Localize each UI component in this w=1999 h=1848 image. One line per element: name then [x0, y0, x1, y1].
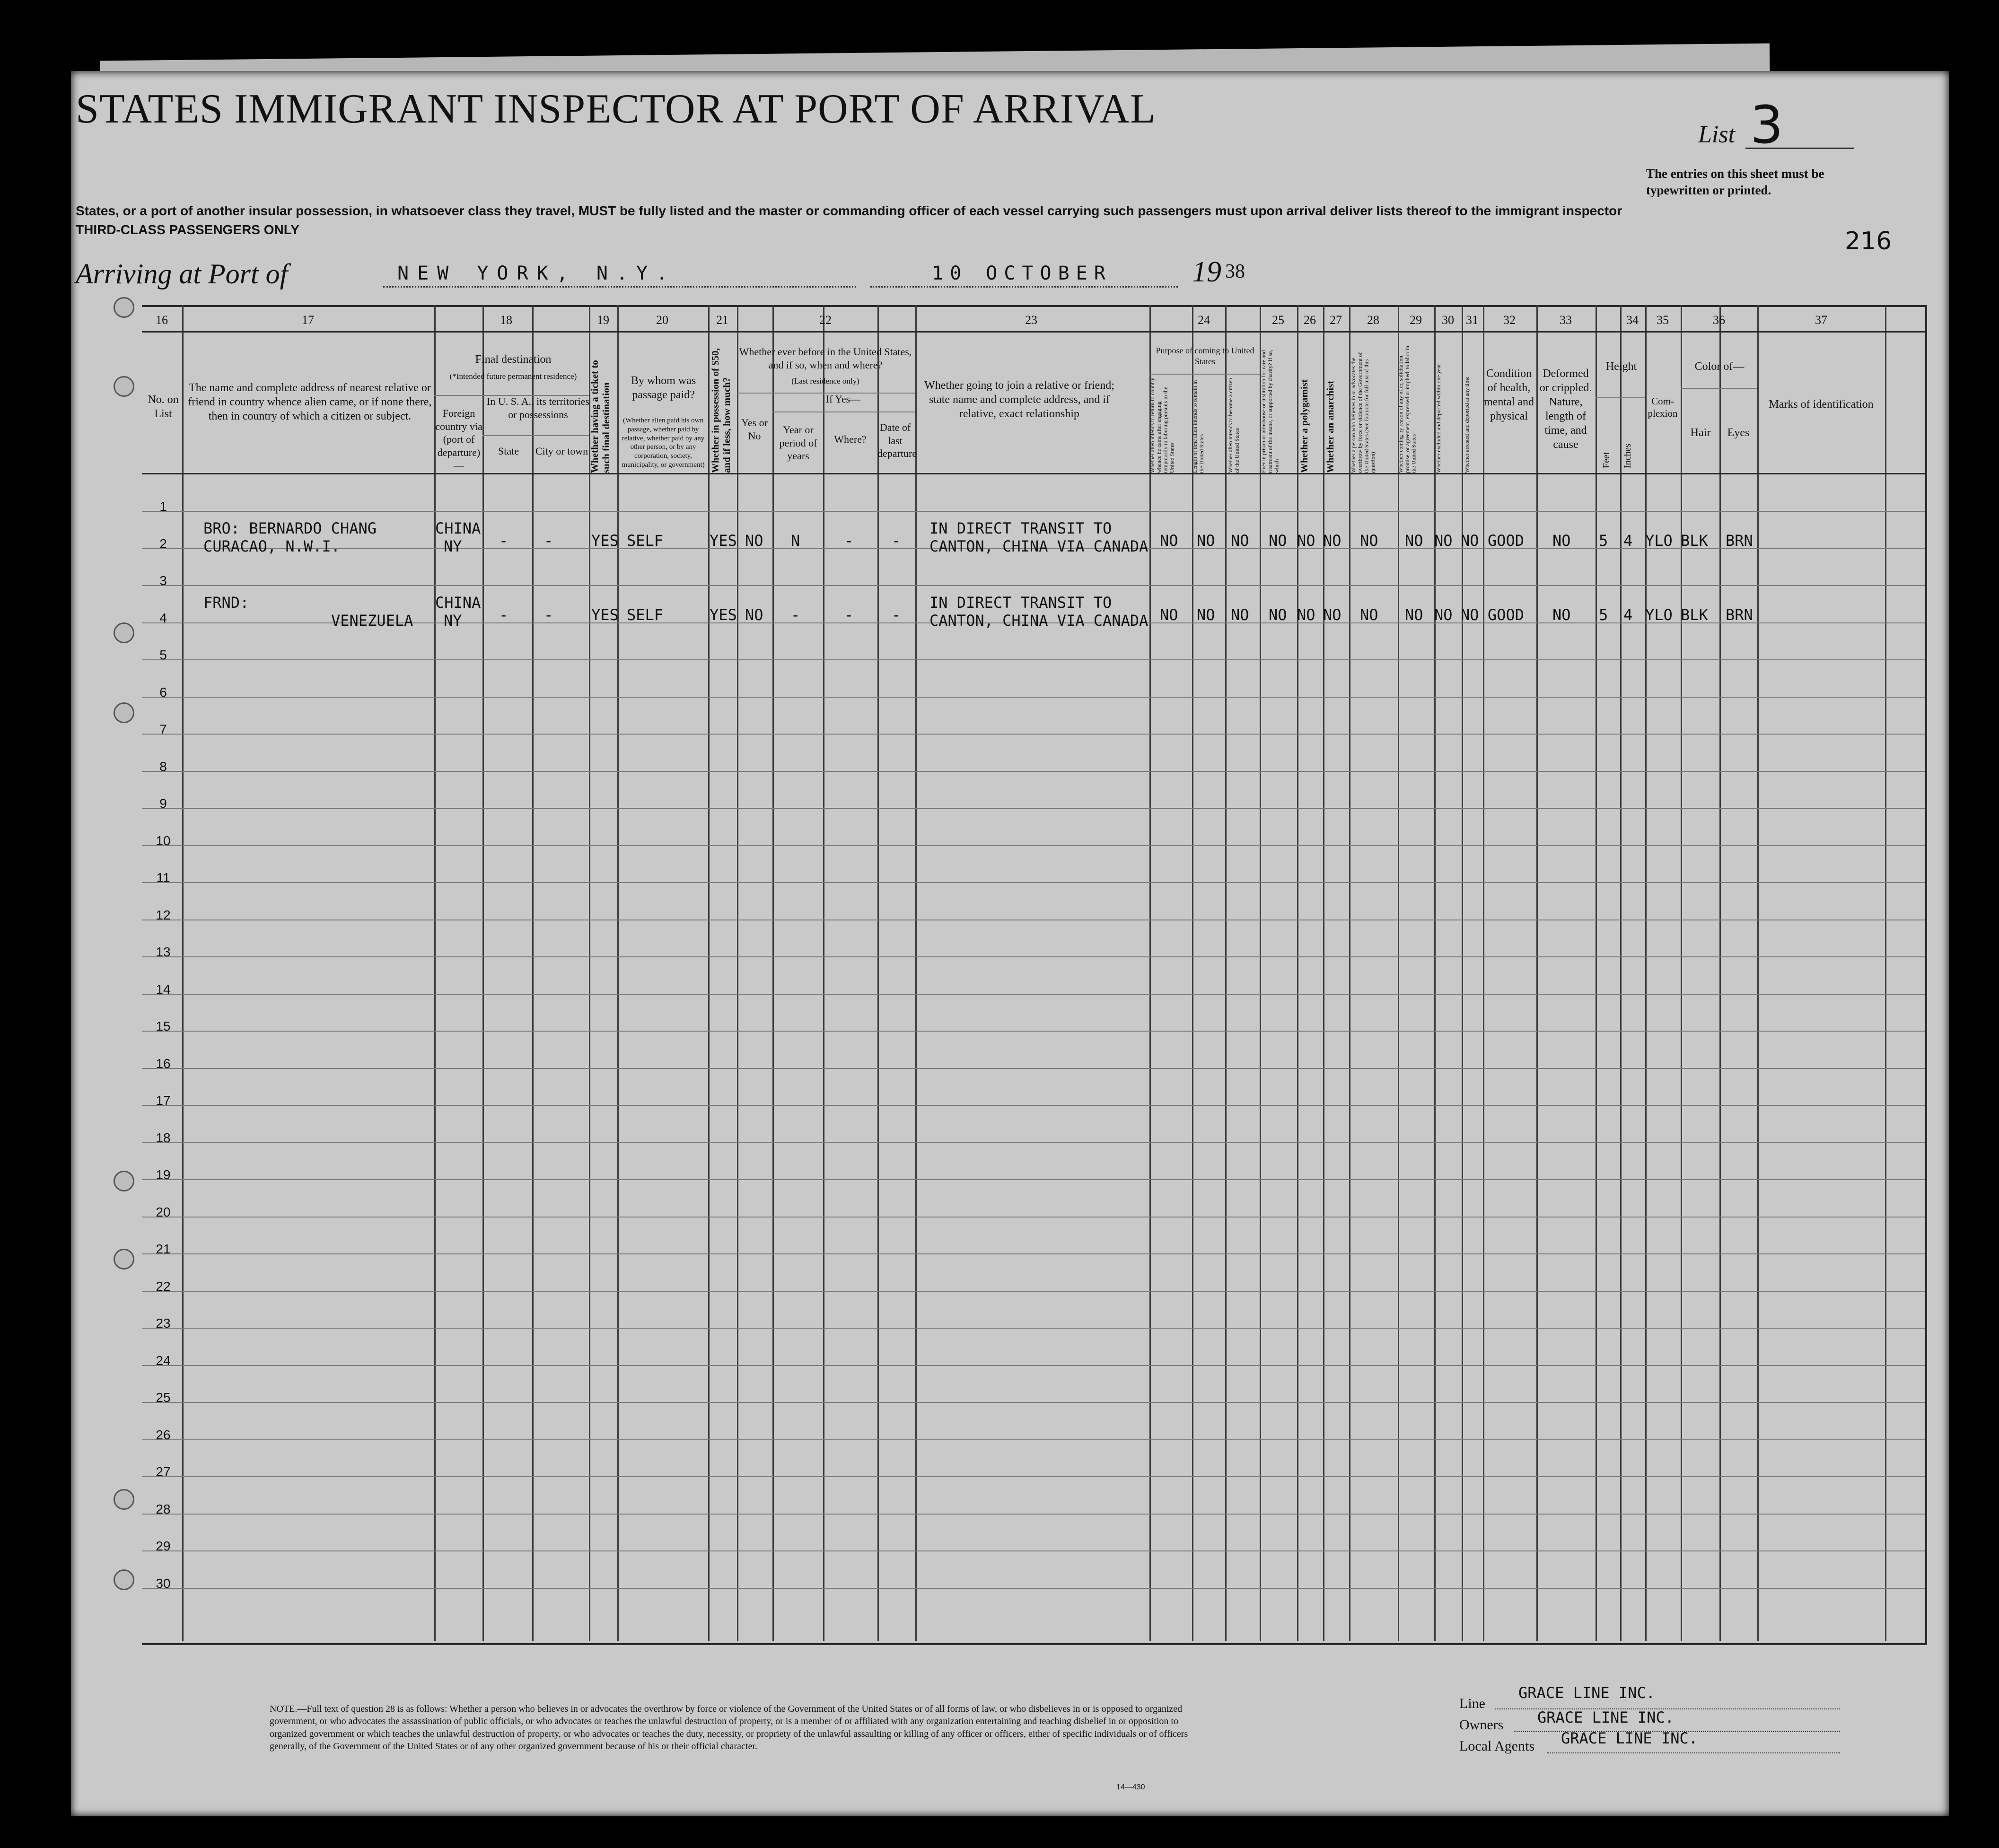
- header-foreign-country: Foreign country via (port of departure)—: [435, 407, 482, 471]
- header-excluded: Whether excluded and deported within one year: [1435, 364, 1442, 473]
- header-purpose-citizen: Whether alien intends to become a citizen of the United States: [1227, 377, 1240, 473]
- column-number: 23: [1025, 313, 1037, 327]
- row-number: 2: [159, 536, 167, 551]
- cell-where: -: [844, 531, 854, 550]
- column-number: 32: [1503, 313, 1516, 327]
- row-rule: [142, 1291, 1925, 1292]
- cell-eyes: BRN: [1726, 605, 1753, 624]
- page-title: STATES IMMIGRANT INSPECTOR AT PORT OF ARRIVAL: [76, 86, 1156, 132]
- column-number: 28: [1367, 313, 1379, 327]
- column-divider: [1757, 305, 1759, 1641]
- row-number: 9: [159, 796, 167, 811]
- header-deformed: Deformed or crippled. Nature, length of time, and cause: [1539, 368, 1592, 451]
- row-number: 19: [156, 1167, 171, 1182]
- column-divider: [532, 305, 534, 1641]
- column-divider: [617, 305, 619, 1641]
- arriving-label: Arriving at Port of: [76, 258, 288, 289]
- cell-hair: BLK: [1681, 531, 1708, 550]
- header-health: Condition of health, mental and physical: [1484, 368, 1534, 422]
- cell-c31: NO: [1461, 531, 1479, 550]
- row-number: 8: [159, 759, 167, 774]
- row-number: 16: [156, 1056, 171, 1071]
- column-divider: [1681, 305, 1682, 1641]
- column-divider: [737, 305, 738, 1641]
- line-value: GRACE LINE INC.: [1518, 1684, 1655, 1702]
- column-divider: [1323, 305, 1324, 1641]
- column-number: 17: [302, 313, 314, 327]
- column-number: 25: [1272, 313, 1284, 327]
- binder-hole: [114, 297, 134, 318]
- cell-c26: NO: [1297, 531, 1315, 550]
- row-number: 12: [156, 907, 171, 922]
- column-divider: [1398, 305, 1399, 1641]
- cell-c27: NO: [1323, 605, 1341, 624]
- column-number: 29: [1410, 313, 1422, 327]
- cell-rel-line2: CURACAO, N.W.I.: [203, 537, 340, 555]
- binder-hole: [114, 702, 134, 723]
- header-color: Color of—: [1694, 360, 1745, 373]
- cell-inches: 4: [1623, 605, 1633, 624]
- header-feet: Feet: [1601, 452, 1612, 468]
- cell-c28: NO: [1360, 605, 1378, 624]
- class-note: THIRD-CLASS PASSENGERS ONLY: [76, 222, 299, 237]
- cell-c31: NO: [1461, 605, 1479, 624]
- cell-city: -: [544, 531, 553, 550]
- binder-hole: [114, 376, 134, 397]
- list-number: 3: [1750, 95, 1783, 155]
- row-number: 15: [156, 1019, 171, 1033]
- cell-fifty: YES: [710, 605, 737, 624]
- column-number: 36: [1713, 313, 1725, 327]
- column-divider: [1536, 305, 1538, 1641]
- port-value: NEW YORK, N.Y.: [397, 263, 676, 284]
- header-arrested: Whether arrested and deported at any time: [1464, 377, 1470, 473]
- year-suffix: 38: [1225, 261, 1245, 282]
- header-rule: [142, 331, 1925, 333]
- cell-foreign1: CHINA: [435, 593, 481, 612]
- header-subrule: [482, 435, 589, 436]
- header-inches: Inches: [1622, 443, 1633, 468]
- column-number: 37: [1815, 313, 1827, 327]
- cell-c30: NO: [1434, 531, 1453, 550]
- cell-complexion: YLO: [1645, 531, 1673, 550]
- header-if-yes: If Yes—: [825, 393, 861, 405]
- header-eyes: Eyes: [1727, 427, 1750, 439]
- cell-foreign2: NY: [444, 611, 462, 630]
- row-rule: [142, 734, 1925, 735]
- header-usa: In U. S. A., its territories or possessions: [487, 395, 589, 420]
- header-date-departure: Date of last departure: [877, 421, 917, 459]
- column-divider: [708, 305, 710, 1641]
- cell-rel-line1: BRO: BERNARDO CHANG: [203, 519, 377, 537]
- cell-rel-line1: FRND:: [203, 593, 249, 612]
- row-number: 7: [159, 722, 167, 736]
- column-divider: [1483, 305, 1484, 1641]
- column-divider: [1349, 305, 1350, 1641]
- row-rule: [142, 808, 1925, 809]
- row-number: 17: [156, 1093, 171, 1108]
- header-join-relative: Whether going to join a relative or friend; state name and complete address, and if relative, exact relationship: [924, 379, 1114, 420]
- cell-years: -: [791, 605, 800, 624]
- column-divider: [1645, 305, 1647, 1641]
- row-number: 10: [156, 833, 171, 848]
- row-number: 21: [156, 1242, 171, 1256]
- header-before-in-us: Whether ever before in the United States, and if so, when and where?: [739, 346, 912, 371]
- cell-feet: 5: [1599, 531, 1608, 550]
- header-purpose-return: Whether alien intends to return to country whence he came after engaging temporarily in laboring pursuits in the United States: [1149, 377, 1175, 473]
- row-rule: [142, 1365, 1925, 1366]
- column-number: 30: [1442, 313, 1454, 327]
- header-marks: Marks of identification: [1769, 398, 1874, 411]
- header-overthrow: Whether a person who believes in or advocates the overthrow by force or violence of the Government of the United States (See footnote for full text of this question): [1350, 352, 1377, 473]
- cell-c30: NO: [1434, 605, 1453, 624]
- header-final-destination-sub: (*Intended future permanent residence): [449, 372, 577, 381]
- cell-ticket: YES: [591, 531, 619, 550]
- cell-health: GOOD: [1488, 605, 1525, 624]
- header-height: Height: [1605, 360, 1637, 373]
- column-divider: [1620, 305, 1622, 1641]
- row-rule: [142, 697, 1925, 698]
- row-number: 24: [156, 1353, 171, 1368]
- date-value: 10 OCTOBER: [932, 263, 1112, 284]
- header-purpose-length: Length of time alien intends to remain in the United States: [1192, 380, 1205, 473]
- column-number: 22: [819, 313, 832, 327]
- cell-deformed: NO: [1552, 605, 1571, 624]
- header-final-destination: Final destination: [475, 353, 552, 366]
- header-subrule: [1596, 397, 1645, 398]
- row-number: 4: [159, 610, 167, 625]
- row-number: 22: [156, 1279, 171, 1294]
- date-underline: [870, 286, 1178, 288]
- cell-c29: NO: [1405, 605, 1423, 624]
- row-rule: [142, 1179, 1925, 1180]
- row-number: 13: [156, 945, 171, 959]
- row-number: 5: [159, 648, 167, 662]
- agents-label: Local Agents: [1459, 1738, 1535, 1754]
- cell-paid: SELF: [627, 531, 664, 550]
- column-divider: [772, 305, 774, 1641]
- column-divider: [1149, 305, 1151, 1641]
- header-passage-paid-sub: (Whether alien paid his own passage, whether paid by relative, whether paid by any other person, or by any corporation, society, municipality, or government): [622, 417, 705, 469]
- header-rule: [142, 473, 1925, 474]
- question-28-note: NOTE.—Full text of question 28 is as follows: Whether a person who believes in or advocates the overthrow by force or violence of the Government of the United States or of all forms of law, or who disbelieves in or is opposed to organized government, or who advocates the assassination of public officials, or who advocates or teaches the unlawful destruction of property, or is a member of or affiliated with any organization entertaining and teaching disbelief in or opposition to organized government or which teaches the unlawful destruction of property, or who advocates or teaches the duty, necessity, or propriety of the unlawful assaulting or killing of any officer or officers, either of specific individuals or of officers generally, of the Government of the United States or of any other organized government because of his or their official character.: [270, 1704, 1188, 1752]
- cell-foreign2: NY: [444, 537, 462, 555]
- cell-health: GOOD: [1488, 531, 1525, 550]
- row-rule: [142, 1328, 1925, 1329]
- binder-hole: [114, 622, 134, 643]
- cell-c25: NO: [1269, 605, 1287, 624]
- agents-underline: [1547, 1752, 1840, 1753]
- row-rule: [142, 1142, 1925, 1143]
- column-number: 35: [1657, 313, 1669, 327]
- cell-c27: NO: [1323, 531, 1341, 550]
- row-rule: [142, 882, 1925, 883]
- header-where: Where?: [834, 433, 867, 445]
- row-number: 23: [156, 1316, 171, 1331]
- column-number: 20: [656, 313, 668, 327]
- row-rule: [142, 511, 1925, 512]
- header-fifty-dollars: Whether in possession of $50, and if less, how much?: [710, 348, 733, 473]
- cell-c28: NO: [1360, 531, 1378, 550]
- cell-paid: SELF: [627, 605, 664, 624]
- column-number: 21: [716, 313, 728, 327]
- row-number: 29: [156, 1539, 171, 1553]
- column-divider: [1297, 305, 1298, 1641]
- column-divider: [1192, 305, 1193, 1641]
- column-number: 16: [156, 313, 168, 327]
- cell-join2: CANTON, CHINA VIA CANADA: [929, 611, 1149, 630]
- list-underline: [1745, 148, 1854, 149]
- row-number: 1: [159, 499, 167, 514]
- row-rule: [142, 1439, 1925, 1440]
- cell-feet: 5: [1599, 605, 1608, 624]
- row-rule: [142, 1105, 1925, 1106]
- column-number: 19: [597, 313, 609, 327]
- row-rule: [142, 659, 1925, 660]
- cell-date: -: [892, 605, 901, 624]
- list-label: List: [1698, 121, 1736, 148]
- column-number: 18: [500, 313, 512, 327]
- header-yes-no: Yes or No: [741, 417, 768, 442]
- header-ticket: Whether having a ticket to such final destination: [589, 360, 612, 473]
- column-divider: [823, 305, 824, 1641]
- header-subrule: [1681, 388, 1757, 389]
- header-polygamist: Whether a polygamist: [1298, 379, 1310, 473]
- cell-hair: BLK: [1681, 605, 1708, 624]
- header-prison: Ever in prison or almshouse or institution for care and treatment of the insane, or supported by charity? If so, which: [1260, 350, 1280, 473]
- row-rule: [142, 1550, 1925, 1551]
- header-relative: The name and complete address of nearest relative or friend in country whence alien came, or if none there, then in country of which a citizen or subject.: [188, 382, 432, 422]
- entries-note: The entries on this sheet must be typewritten or printed.: [1646, 166, 1824, 198]
- header-complexion: Com- plexion: [1648, 395, 1678, 420]
- header-no-on-list: No. on List: [148, 394, 179, 420]
- column-number: 33: [1560, 313, 1572, 327]
- manifest-grid: [142, 305, 1927, 1645]
- cell-ticket: YES: [591, 605, 619, 624]
- row-rule: [142, 1514, 1925, 1515]
- row-rule: [142, 1476, 1925, 1477]
- cell-c29: NO: [1405, 531, 1423, 550]
- cell-c26: NO: [1297, 605, 1315, 624]
- cell-join1: IN DIRECT TRANSIT TO: [929, 519, 1112, 537]
- cell-p24a: NO: [1160, 605, 1178, 624]
- cell-state: -: [499, 605, 509, 624]
- header-hair: Hair: [1690, 427, 1711, 439]
- binder-hole: [114, 1249, 134, 1270]
- row-rule: [142, 1402, 1925, 1403]
- column-divider: [915, 305, 917, 1641]
- row-number: 25: [156, 1390, 171, 1405]
- cell-fifty: YES: [710, 531, 737, 550]
- column-number: 24: [1198, 313, 1210, 327]
- header-labor-offer: Whether coming by reason of any offer, solicitation, promise, or agreement, expressed or implied, to labor in the United States: [1397, 346, 1417, 473]
- column-divider: [1225, 305, 1227, 1641]
- column-divider: [1462, 305, 1463, 1641]
- owners-label: Owners: [1459, 1717, 1504, 1733]
- row-rule: [142, 771, 1925, 772]
- row-rule: [142, 1253, 1925, 1254]
- agents-value: GRACE LINE INC.: [1561, 1729, 1698, 1747]
- column-divider: [482, 305, 484, 1641]
- instructions-text: States, or a port of another insular possession, in whatsoever class they travel, MUST be fully listed and the master or commanding officer of each vessel carrying such passengers must upon arrival deliver lists thereof to the immigrant inspector: [76, 203, 1622, 218]
- column-number: 26: [1304, 313, 1316, 327]
- cell-eyes: BRN: [1726, 531, 1753, 550]
- cell-c25: NO: [1269, 531, 1287, 550]
- row-rule: [142, 1031, 1925, 1032]
- cell-before: NO: [745, 531, 763, 550]
- binder-hole: [114, 1489, 134, 1510]
- row-number: 3: [159, 573, 167, 588]
- column-divider: [434, 305, 436, 1641]
- row-number: 6: [159, 684, 167, 700]
- row-rule: [142, 994, 1925, 995]
- row-rule: [142, 585, 1925, 586]
- cell-inches: 4: [1623, 531, 1633, 550]
- header-city: City or town: [535, 445, 588, 457]
- cell-p24c: NO: [1231, 531, 1249, 550]
- row-number: 28: [156, 1501, 171, 1516]
- row-number: 18: [156, 1130, 171, 1145]
- header-passage-paid: By whom was passage paid?: [631, 375, 696, 401]
- column-divider: [182, 305, 184, 1641]
- column-number: 34: [1626, 313, 1639, 327]
- page-number: 216: [1845, 227, 1892, 255]
- cell-date: -: [892, 531, 901, 550]
- row-rule: [142, 956, 1925, 957]
- cell-where: -: [844, 605, 854, 624]
- binder-hole: [114, 1569, 134, 1590]
- form-code: 14—430: [1116, 1783, 1145, 1791]
- column-divider: [1260, 305, 1261, 1641]
- cell-city: -: [544, 605, 553, 624]
- column-divider: [877, 305, 879, 1641]
- year-prefix: 19: [1192, 256, 1221, 288]
- header-years: Year or period of years: [779, 424, 817, 462]
- cell-rel-line2: VENEZUELA: [331, 611, 413, 630]
- port-underline: [383, 286, 856, 288]
- row-number: 30: [156, 1576, 171, 1591]
- cell-before: NO: [745, 605, 763, 624]
- cell-deformed: NO: [1552, 531, 1571, 550]
- cell-join2: CANTON, CHINA VIA CANADA: [929, 537, 1149, 555]
- header-purpose: Purpose of coming to United States: [1156, 346, 1254, 366]
- row-number: 20: [156, 1204, 171, 1219]
- column-divider: [1434, 305, 1436, 1641]
- header-anarchist: Whether an anarchist: [1324, 380, 1336, 473]
- cell-join1: IN DIRECT TRANSIT TO: [929, 593, 1112, 612]
- cell-foreign1: CHINA: [435, 519, 481, 537]
- row-rule: [142, 1068, 1925, 1069]
- row-number: 14: [156, 981, 171, 997]
- header-state: State: [498, 445, 519, 457]
- line-label: Line: [1459, 1696, 1485, 1711]
- row-rule: [142, 845, 1925, 846]
- row-number: 27: [156, 1464, 171, 1479]
- column-divider: [1885, 305, 1886, 1641]
- column-divider: [1596, 305, 1597, 1641]
- cell-p24b: NO: [1197, 531, 1215, 550]
- cell-p24c: NO: [1231, 605, 1249, 624]
- row-rule: [142, 1588, 1925, 1589]
- column-divider: [589, 305, 590, 1641]
- header-before-sub: (Last residence only): [791, 377, 859, 385]
- cell-p24a: NO: [1160, 531, 1178, 550]
- cell-years: N: [791, 531, 800, 550]
- row-number: 26: [156, 1427, 171, 1442]
- cell-state: -: [499, 531, 509, 550]
- cell-p24b: NO: [1197, 605, 1215, 624]
- cell-complexion: YLO: [1645, 605, 1673, 624]
- column-number: 31: [1466, 313, 1478, 327]
- row-number: 11: [156, 870, 170, 885]
- column-divider: [1719, 305, 1721, 1641]
- column-number: 27: [1330, 313, 1342, 327]
- binder-hole: [114, 1171, 134, 1191]
- owners-value: GRACE LINE INC.: [1537, 1708, 1674, 1726]
